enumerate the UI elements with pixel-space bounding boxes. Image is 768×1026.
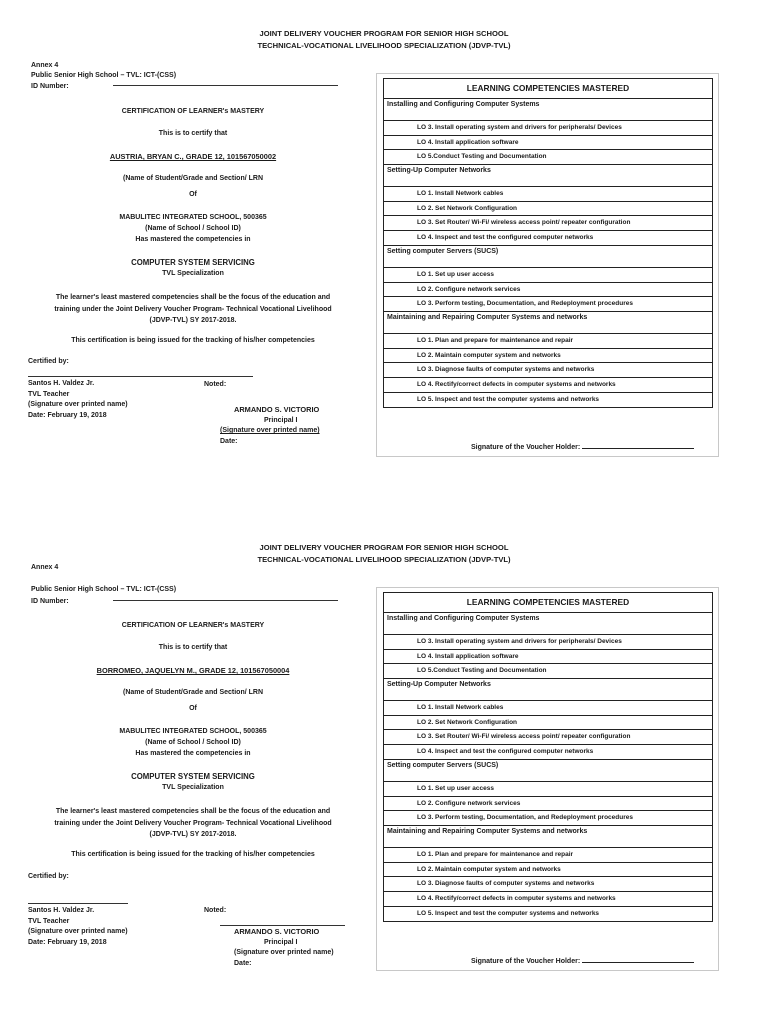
teacher-name: Santos H. Valdez Jr. xyxy=(28,380,95,387)
competency-row: LO 3. Install operating system and drivers for peripherals/ Devices xyxy=(384,635,712,650)
principal-date: Date: xyxy=(220,437,238,445)
section-header: Maintaining and Repairing Computer Systems and networks xyxy=(384,312,712,334)
teacher-block xyxy=(28,379,128,421)
voucher-signature-label: Signature of the Voucher Holder: xyxy=(471,444,581,451)
annex-label: Annex 4 xyxy=(31,62,59,69)
competency-row: LO 5. Inspect and test the computer systems and networks xyxy=(417,395,600,403)
noted-label: Noted: xyxy=(204,907,227,914)
competency-row: LO 4. Inspect and test the configured computer networks xyxy=(384,745,712,760)
certify-text: This is to certify that xyxy=(158,130,228,137)
section-header: Setting-Up Computer Networks xyxy=(384,679,712,701)
section-header: Installing and Configuring Computer Systems xyxy=(384,99,712,121)
id-number-line xyxy=(113,600,338,601)
competency-row: LO 1. Plan and prepare for maintenance and repair xyxy=(384,848,712,863)
focus-paragraph-line-2: training under the Joint Delivery Voucher Program- Technical Vocational Livelihood xyxy=(54,819,332,827)
student-name: AUSTRIA, BRYAN C., GRADE 12, 101567050002 xyxy=(109,152,277,161)
certification-title: CERTIFICATION OF LEARNER's MASTERY xyxy=(121,622,265,629)
principal-name: ARMANDO S. VICTORIO xyxy=(234,405,320,414)
section-header: Setting computer Servers (SUCS) xyxy=(384,760,712,782)
teacher-date: Date: February 19, 2018 xyxy=(28,938,107,946)
voucher-signature-line xyxy=(582,955,694,963)
competency-row: LO 4. Install application software xyxy=(384,650,712,665)
school-caption: (Name of School / School ID) xyxy=(145,739,241,746)
certify-text: This is to certify that xyxy=(158,644,228,651)
student-caption: (Name of Student/Grade and Section/ LRN xyxy=(122,689,263,696)
teacher-name: Santos H. Valdez Jr. xyxy=(28,907,95,914)
student-name: BORROMEO, JAQUELYN M., GRADE 12, 101567050004 xyxy=(96,666,290,675)
id-number-label: ID Number: xyxy=(31,83,69,90)
focus-paragraph-line-3: (JDVP-TVL) SY 2017-2018. xyxy=(149,317,237,324)
section-header: Maintaining and Repairing Computer Systems and networks xyxy=(384,826,712,848)
competencies-title: LEARNING COMPETENCIES MASTERED xyxy=(384,79,712,99)
competency-row: LO 1. Set up user access xyxy=(384,782,712,797)
section-header: Setting-Up Computer Networks xyxy=(384,165,712,187)
competency-row: LO 2. Maintain computer system and networks xyxy=(384,349,712,364)
specialization: COMPUTER SYSTEM SERVICING xyxy=(131,258,255,267)
competencies-panel xyxy=(376,73,719,457)
competencies-table xyxy=(383,78,713,408)
competency-row: LO 4. Inspect and test the configured computer networks xyxy=(384,231,712,246)
teacher-signature-line-ext xyxy=(138,376,253,377)
specialization-sub: TVL Specialization xyxy=(162,270,224,277)
competency-row: LO 4. Rectify/correct defects in computer systems and networks xyxy=(384,892,712,907)
principal-signature-line xyxy=(220,925,345,926)
voucher-signature-label: Signature of the Voucher Holder: xyxy=(471,958,581,965)
principal-signature-caption: (Signature over printed name) xyxy=(220,427,320,434)
competency-row: LO 4. Rectify/correct defects in computer systems and networks xyxy=(384,378,712,393)
principal-date: Date: xyxy=(234,959,252,967)
principal-title: Principal I xyxy=(264,416,298,424)
issued-text: This certification is being issued for the tracking of his/her competencies xyxy=(71,851,315,858)
id-number-line xyxy=(113,85,338,86)
mastered-text: Has mastered the competencies in xyxy=(135,236,251,243)
noted-label: Noted: xyxy=(204,381,227,388)
competency-row: LO 3. Diagnose faults of computer systems and networks xyxy=(384,877,712,892)
teacher-signature-line xyxy=(28,376,138,377)
competency-row: LO 1. Install Network cables xyxy=(384,187,712,202)
specialization-sub: TVL Specialization xyxy=(162,784,224,791)
section-header: Installing and Configuring Computer Systems xyxy=(384,613,712,635)
competency-row: LO 4. Install application software xyxy=(384,136,712,151)
focus-paragraph xyxy=(33,292,353,327)
competencies-title: LEARNING COMPETENCIES MASTERED xyxy=(384,593,712,613)
annex-label: Annex 4 xyxy=(31,564,59,571)
principal-signature-caption: (Signature over printed name) xyxy=(234,949,334,956)
competency-row: LO 5.Conduct Testing and Documentation xyxy=(384,150,712,165)
certificate-2 xyxy=(0,514,768,1026)
competency-row: LO 2. Set Network Configuration xyxy=(384,202,712,217)
competencies-table xyxy=(383,592,713,922)
teacher-signature-caption: (Signature over printed name) xyxy=(28,928,128,935)
focus-paragraph-line-2: training under the Joint Delivery Voucher Program- Technical Vocational Livelihood xyxy=(54,305,332,313)
competency-row: LO 2. Configure network services xyxy=(384,283,712,298)
teacher-signature-caption: (Signature over printed name) xyxy=(28,401,128,408)
header-line-1: JOINT DELIVERY VOUCHER PROGRAM FOR SENIOR HIGH SCHOOL xyxy=(259,543,509,552)
competency-row: LO 5.Conduct Testing and Documentation xyxy=(384,664,712,679)
competency-row: LO 5. Inspect and test the computer systems and networks xyxy=(417,909,600,917)
teacher-signature-line xyxy=(28,903,128,904)
school-name: MABULITEC INTEGRATED SCHOOL, 500365 xyxy=(119,728,267,735)
of-text: Of xyxy=(189,705,197,712)
principal-title: Principal I xyxy=(264,938,298,946)
student-caption: (Name of Student/Grade and Section/ LRN xyxy=(122,175,263,182)
school-line: Public Senior High School – TVL: ICT-(CSS) xyxy=(31,72,177,79)
competency-row: LO 3. Set Router/ Wi-Fi/ wireless access point/ repeater configuration xyxy=(384,730,712,745)
header-line-2: TECHNICAL-VOCATIONAL LIVELIHOOD SPECIALIZATION (JDVP-TVL) xyxy=(257,41,511,50)
competency-row: LO 2. Configure network services xyxy=(384,797,712,812)
teacher-block xyxy=(28,906,128,948)
competency-row: LO 1. Install Network cables xyxy=(384,701,712,716)
teacher-title: TVL Teacher xyxy=(28,390,70,398)
teacher-title: TVL Teacher xyxy=(28,917,70,925)
competency-row: LO 2. Maintain computer system and networks xyxy=(384,863,712,878)
school-caption: (Name of School / School ID) xyxy=(145,225,241,232)
competency-row: LO 1. Plan and prepare for maintenance and repair xyxy=(384,334,712,349)
focus-paragraph-line-1: The learner's least mastered competencies shall be the focus of the education and xyxy=(55,294,331,301)
specialization: COMPUTER SYSTEM SERVICING xyxy=(131,772,255,781)
focus-paragraph xyxy=(33,806,353,841)
teacher-date: Date: February 19, 2018 xyxy=(28,411,107,419)
focus-paragraph-line-3: (JDVP-TVL) SY 2017-2018. xyxy=(149,831,237,838)
certified-by-label: Certified by: xyxy=(28,873,69,880)
voucher-signature xyxy=(471,955,694,965)
competencies-panel xyxy=(376,587,719,971)
voucher-signature-line xyxy=(582,441,694,449)
principal-block xyxy=(220,405,320,447)
competency-row: LO 3. Perform testing, Documentation, and Redeployment procedures xyxy=(384,297,712,312)
header-line-2: TECHNICAL-VOCATIONAL LIVELIHOOD SPECIALIZATION (JDVP-TVL) xyxy=(257,555,511,564)
competency-row: LO 1. Set up user access xyxy=(384,268,712,283)
competency-row: LO 3. Diagnose faults of computer systems and networks xyxy=(384,363,712,378)
mastered-text: Has mastered the competencies in xyxy=(135,750,251,757)
principal-block xyxy=(234,927,334,969)
certificate-1 xyxy=(0,0,768,512)
principal-name: ARMANDO S. VICTORIO xyxy=(234,927,320,936)
issued-text: This certification is being issued for the tracking of his/her competencies xyxy=(71,337,315,344)
competency-row: LO 3. Set Router/ Wi-Fi/ wireless access point/ repeater configuration xyxy=(384,216,712,231)
of-text: Of xyxy=(189,191,197,198)
competency-row: LO 2. Set Network Configuration xyxy=(384,716,712,731)
header-line-1: JOINT DELIVERY VOUCHER PROGRAM FOR SENIOR HIGH SCHOOL xyxy=(259,29,509,38)
focus-paragraph-line-1: The learner's least mastered competencies shall be the focus of the education and xyxy=(55,808,331,815)
competency-row: LO 3. Perform testing, Documentation, and Redeployment procedures xyxy=(384,811,712,826)
voucher-signature xyxy=(471,441,694,451)
certification-title: CERTIFICATION OF LEARNER's MASTERY xyxy=(121,108,265,115)
certified-by-label: Certified by: xyxy=(28,358,69,365)
school-line: Public Senior High School – TVL: ICT-(CSS) xyxy=(31,586,177,593)
section-header: Setting computer Servers (SUCS) xyxy=(384,246,712,268)
id-number-label: ID Number: xyxy=(31,598,69,605)
school-name: MABULITEC INTEGRATED SCHOOL, 500365 xyxy=(119,214,267,221)
competency-row: LO 3. Install operating system and drivers for peripherals/ Devices xyxy=(384,121,712,136)
